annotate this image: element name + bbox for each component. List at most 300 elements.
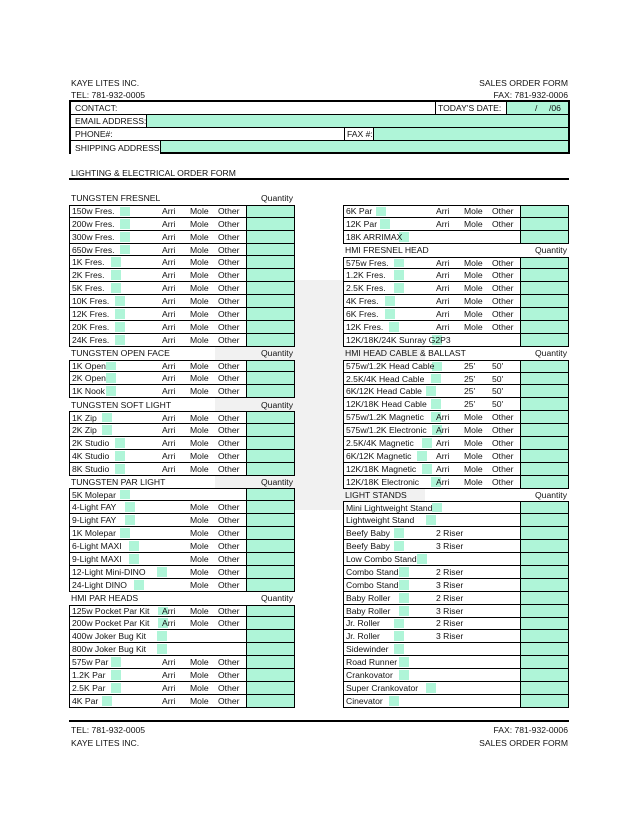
option-other[interactable]: Other — [218, 308, 240, 319]
option-3-riser[interactable]: 3 Riser — [436, 579, 464, 590]
option-other[interactable]: Other — [218, 270, 240, 281]
quantity-field[interactable] — [520, 682, 568, 694]
item-name: 12K Fres. — [72, 308, 110, 319]
order-row-150w-fres — [69, 205, 295, 218]
option-mole[interactable]: Mole — [190, 231, 209, 242]
option-arri[interactable]: Arri — [436, 321, 450, 332]
quantity-field[interactable] — [520, 361, 568, 372]
quantity-field[interactable] — [520, 424, 568, 436]
option-mole[interactable]: Mole — [464, 450, 483, 461]
option-other[interactable]: Other — [218, 321, 240, 332]
email-field[interactable] — [147, 115, 568, 127]
order-row-12-light-mini-dino — [69, 566, 295, 579]
quantity-field[interactable] — [246, 656, 294, 668]
option-other[interactable]: Other — [492, 296, 514, 307]
order-row-beefy-baby — [343, 540, 569, 553]
item-name: 12K Fres. — [346, 321, 384, 332]
option-mole[interactable]: Mole — [190, 283, 209, 294]
quantity-field[interactable] — [520, 295, 568, 307]
option-other[interactable]: Other — [492, 218, 514, 229]
quantity-field[interactable] — [246, 606, 294, 617]
shipping-field[interactable] — [161, 141, 568, 154]
quantity-field[interactable] — [246, 308, 294, 320]
quantity-field[interactable] — [246, 372, 294, 384]
option-mole[interactable]: Mole — [464, 463, 483, 474]
quantity-field[interactable] — [246, 553, 294, 565]
option-other[interactable]: Other — [492, 283, 514, 294]
option-mole[interactable]: Mole — [190, 618, 209, 629]
option-other[interactable]: Other — [218, 257, 240, 268]
option-arri[interactable]: Arri — [436, 283, 450, 294]
item-name: 1K Zip — [72, 412, 97, 423]
quantity-field[interactable] — [246, 566, 294, 578]
option-arri[interactable]: Arri — [162, 669, 176, 680]
option-other[interactable]: Other — [218, 424, 240, 435]
section-header-hmi-par-heads — [69, 592, 295, 605]
section-header-light-stands — [343, 489, 569, 502]
quantity-field[interactable] — [520, 411, 568, 423]
option-arri[interactable]: Arri — [436, 476, 450, 487]
order-row-6k-12k-magnetic — [343, 450, 569, 463]
quantity-field[interactable] — [246, 231, 294, 243]
option-mole[interactable]: Mole — [464, 206, 483, 217]
quantity-field[interactable] — [246, 361, 294, 372]
quantity-field[interactable] — [246, 282, 294, 294]
name-fill — [399, 580, 409, 590]
order-row-18k-arrimax — [343, 231, 569, 244]
option-50[interactable]: 50' — [492, 361, 504, 372]
option-other[interactable]: Other — [218, 361, 240, 372]
name-fill — [120, 232, 130, 242]
option-other[interactable]: Other — [218, 540, 240, 551]
order-row-200w-pocket-par-kit — [69, 617, 295, 630]
quantity-field[interactable] — [246, 669, 294, 681]
quantity-field[interactable] — [520, 502, 568, 513]
option-arri[interactable]: Arri — [162, 450, 176, 461]
item-name: Low Combo Stand — [346, 553, 417, 564]
quantity-field[interactable] — [246, 412, 294, 423]
option-arri[interactable]: Arri — [436, 296, 450, 307]
name-fill — [115, 335, 125, 345]
option-other[interactable]: Other — [492, 476, 514, 487]
option-mole[interactable]: Mole — [190, 566, 209, 577]
option-arri[interactable]: Arri — [436, 218, 450, 229]
quantity-field[interactable] — [246, 206, 294, 217]
order-row-1k-zip — [69, 411, 295, 424]
option-arri[interactable]: Arri — [162, 605, 176, 616]
name-fill — [129, 541, 139, 551]
item-name: 125w Pocket Par Kit — [72, 605, 150, 616]
option-2-riser[interactable]: 2 Riser — [436, 566, 464, 577]
order-row-575w-fres — [343, 257, 569, 270]
option-mole[interactable]: Mole — [190, 424, 209, 435]
quantity-field[interactable] — [520, 592, 568, 604]
option-mole[interactable]: Mole — [190, 682, 209, 693]
option-50[interactable]: 50' — [492, 399, 504, 410]
name-fill — [120, 219, 130, 229]
quantity-field[interactable] — [520, 258, 568, 269]
option-other[interactable]: Other — [218, 437, 240, 448]
option-arri[interactable]: Arri — [162, 373, 176, 384]
option-mole[interactable]: Mole — [190, 502, 209, 513]
quantity-field[interactable] — [520, 231, 568, 243]
order-row-24k-fres — [69, 334, 295, 347]
option-arri[interactable]: Arri — [162, 386, 176, 397]
option-mole[interactable]: Mole — [190, 553, 209, 564]
option-mole[interactable]: Mole — [464, 321, 483, 332]
option-other[interactable]: Other — [218, 296, 240, 307]
name-fill — [157, 644, 167, 654]
order-row-road-runner — [343, 656, 569, 669]
quantity-field[interactable] — [246, 695, 294, 707]
order-row-5k-molepar — [69, 488, 295, 501]
quantity-field[interactable] — [520, 514, 568, 526]
option-arri[interactable]: Arri — [162, 308, 176, 319]
option-mole[interactable]: Mole — [190, 528, 209, 539]
quantity-field[interactable] — [246, 579, 294, 591]
option-arri[interactable]: Arri — [162, 618, 176, 629]
option-other[interactable]: Other — [218, 528, 240, 539]
item-name: 12K Par — [346, 218, 378, 229]
quantity-field[interactable] — [246, 630, 294, 642]
option-mole[interactable]: Mole — [190, 695, 209, 706]
quantity-field[interactable] — [246, 617, 294, 629]
company-name: KAYE LITES INC. — [71, 78, 140, 88]
option-arri[interactable]: Arri — [436, 309, 450, 320]
order-row-baby-roller — [343, 592, 569, 605]
item-name: 1K Nook — [72, 386, 105, 397]
section-title-text: TUNGSTEN FRESNEL — [71, 193, 161, 204]
option-mole[interactable]: Mole — [464, 283, 483, 294]
option-arri[interactable]: Arri — [162, 695, 176, 706]
option-mole[interactable]: Mole — [190, 579, 209, 590]
option-other[interactable]: Other — [492, 450, 514, 461]
order-row-800w-joker-bug-kit — [69, 643, 295, 656]
option-mole[interactable]: Mole — [190, 437, 209, 448]
option-other[interactable]: Other — [492, 425, 514, 436]
option-mole[interactable]: Mole — [464, 270, 483, 281]
quantity-field[interactable] — [520, 656, 568, 668]
option-mole[interactable]: Mole — [464, 412, 483, 423]
item-name: 150w Fres. — [72, 206, 115, 217]
quantity-field[interactable] — [520, 553, 568, 565]
name-fill — [431, 399, 441, 409]
option-other[interactable]: Other — [218, 695, 240, 706]
option-arri[interactable]: Arri — [162, 270, 176, 281]
order-row-6k-par — [343, 205, 569, 218]
order-row-575w-1-2k-head-cable — [343, 360, 569, 373]
option-arri[interactable]: Arri — [436, 425, 450, 436]
option-mole[interactable]: Mole — [190, 244, 209, 255]
option-arri[interactable]: Arri — [162, 412, 176, 423]
option-mole[interactable]: Mole — [464, 476, 483, 487]
option-arri[interactable]: Arri — [436, 450, 450, 461]
option-arri[interactable]: Arri — [436, 412, 450, 423]
quantity-field[interactable] — [246, 501, 294, 513]
item-name: 1.2K Fres. — [346, 270, 386, 281]
option-other[interactable]: Other — [492, 309, 514, 320]
option-arri[interactable]: Arri — [162, 334, 176, 345]
quantity-field[interactable] — [520, 463, 568, 475]
option-mole[interactable]: Mole — [190, 206, 209, 217]
item-name: 6K/12K Head Cable — [346, 386, 422, 397]
option-3-riser[interactable]: 3 Riser — [436, 541, 464, 552]
quantity-field[interactable] — [520, 566, 568, 578]
option-25[interactable]: 25' — [464, 373, 476, 384]
option-arri[interactable]: Arri — [162, 218, 176, 229]
contact-box — [69, 100, 570, 154]
option-other[interactable]: Other — [218, 463, 240, 474]
quantity-field[interactable] — [520, 269, 568, 281]
option-arri[interactable]: Arri — [162, 463, 176, 474]
quantity-field[interactable] — [520, 437, 568, 449]
quantity-field[interactable] — [520, 476, 568, 488]
option-2-riser[interactable]: 2 Riser — [436, 528, 464, 539]
option-other[interactable]: Other — [218, 669, 240, 680]
item-name: Road Runner — [346, 657, 398, 668]
option-mole[interactable]: Mole — [464, 296, 483, 307]
name-fill — [115, 296, 125, 306]
quantity-field[interactable] — [520, 695, 568, 707]
order-row-8k-studio — [69, 463, 295, 476]
quantity-field[interactable] — [246, 437, 294, 449]
order-row-6k-fres — [343, 308, 569, 321]
option-other[interactable]: Other — [218, 334, 240, 345]
option-50[interactable]: 50' — [492, 386, 504, 397]
option-other[interactable]: Other — [218, 605, 240, 616]
name-fill — [399, 593, 409, 603]
option-arri[interactable]: Arri — [162, 231, 176, 242]
quantity-field[interactable] — [246, 540, 294, 552]
option-arri[interactable]: Arri — [162, 257, 176, 268]
name-fill — [399, 606, 409, 616]
option-mole[interactable]: Mole — [190, 463, 209, 474]
name-fill — [380, 219, 390, 229]
option-other[interactable]: Other — [492, 412, 514, 423]
name-fill — [125, 502, 135, 512]
quantity-field[interactable] — [246, 463, 294, 475]
option-mole[interactable]: Mole — [190, 270, 209, 281]
item-name: 4K Fres. — [346, 296, 379, 307]
option-mole[interactable]: Mole — [190, 386, 209, 397]
quantity-field[interactable] — [246, 269, 294, 281]
option-mole[interactable]: Mole — [190, 308, 209, 319]
quantity-field[interactable] — [520, 321, 568, 333]
option-arri[interactable]: Arri — [162, 682, 176, 693]
option-25[interactable]: 25' — [464, 399, 476, 410]
option-arri[interactable]: Arri — [162, 321, 176, 332]
option-arri[interactable]: Arri — [436, 270, 450, 281]
option-mole[interactable]: Mole — [190, 515, 209, 526]
name-fill — [120, 207, 130, 216]
option-other[interactable]: Other — [218, 218, 240, 229]
option-2-riser[interactable]: 2 Riser — [436, 618, 464, 629]
quantity-field[interactable] — [246, 450, 294, 462]
option-arri[interactable]: Arri — [162, 206, 176, 217]
quantity-field[interactable] — [520, 206, 568, 217]
quantity-field[interactable] — [520, 630, 568, 642]
name-fill — [422, 438, 432, 448]
option-mole[interactable]: Mole — [190, 669, 209, 680]
option-mole[interactable]: Mole — [190, 450, 209, 461]
quantity-field[interactable] — [520, 669, 568, 681]
section-header-hmi-head-cable-ballast — [343, 347, 569, 360]
option-mole[interactable]: Mole — [190, 657, 209, 667]
option-other[interactable]: Other — [218, 515, 240, 526]
quantity-field[interactable] — [246, 489, 294, 500]
option-arri[interactable]: Arri — [162, 361, 176, 372]
option-other[interactable]: Other — [218, 502, 240, 513]
option-other[interactable]: Other — [218, 682, 240, 693]
option-other[interactable]: Other — [218, 566, 240, 577]
quantity-field[interactable] — [246, 218, 294, 230]
option-other[interactable]: Other — [218, 373, 240, 384]
option-other[interactable]: Other — [218, 450, 240, 461]
option-other[interactable]: Other — [492, 270, 514, 281]
quantity-field[interactable] — [520, 643, 568, 655]
quantity-field[interactable] — [520, 308, 568, 320]
quantity-field[interactable] — [520, 527, 568, 539]
option-other[interactable]: Other — [218, 231, 240, 242]
quantity-field[interactable] — [246, 334, 294, 346]
item-name: 12-Light Mini-DINO — [72, 566, 146, 577]
option-arri[interactable]: Arri — [162, 657, 176, 667]
section-title-text: TUNGSTEN SOFT LIGHT — [71, 399, 172, 410]
option-2-riser[interactable]: 2 Riser — [436, 592, 464, 603]
name-fill — [120, 490, 130, 499]
option-mole[interactable]: Mole — [190, 373, 209, 384]
item-name: 5K Molepar — [72, 489, 116, 500]
quantity-field[interactable] — [246, 295, 294, 307]
option-mole[interactable]: Mole — [190, 334, 209, 345]
option-other[interactable]: Other — [218, 206, 240, 217]
option-mole[interactable]: Mole — [464, 218, 483, 229]
quantity-field[interactable] — [520, 540, 568, 552]
quantity-field[interactable] — [246, 321, 294, 333]
option-mole[interactable]: Mole — [190, 412, 209, 423]
quantity-field[interactable] — [246, 424, 294, 436]
option-arri[interactable]: Arri — [162, 296, 176, 307]
order-row-4-light-fay — [69, 501, 295, 514]
option-25[interactable]: 25' — [464, 361, 476, 372]
option-mole[interactable]: Mole — [464, 437, 483, 448]
option-arri[interactable]: Arri — [162, 244, 176, 255]
quantity-header: Quantity — [260, 348, 293, 359]
quantity-field[interactable] — [246, 256, 294, 268]
quantity-field[interactable] — [520, 450, 568, 462]
option-50[interactable]: 50' — [492, 373, 504, 384]
quantity-field[interactable] — [246, 643, 294, 655]
option-other[interactable]: Other — [218, 618, 240, 629]
footer-company: KAYE LITES INC. — [71, 738, 140, 748]
option-mole[interactable]: Mole — [464, 309, 483, 320]
item-name: 18K ARRIMAX — [346, 231, 403, 242]
option-arri[interactable]: Arri — [436, 437, 450, 448]
quantity-field[interactable] — [520, 334, 568, 346]
option-mole[interactable]: Mole — [464, 425, 483, 436]
item-name: Sidewinder — [346, 644, 389, 655]
option-other[interactable]: Other — [218, 657, 240, 667]
name-fill — [394, 619, 404, 629]
option-other[interactable]: Other — [218, 386, 240, 397]
order-row-2-5k-4k-head-cable — [343, 373, 569, 386]
option-arri[interactable]: Arri — [436, 258, 450, 268]
order-row-1k-molepar — [69, 527, 295, 540]
name-fill — [399, 657, 409, 667]
option-arri[interactable]: Arri — [162, 424, 176, 435]
name-fill — [115, 464, 125, 474]
quantity-field[interactable] — [520, 282, 568, 294]
name-fill — [106, 362, 116, 371]
quantity-field[interactable] — [520, 218, 568, 230]
date-year[interactable]: /06 — [549, 103, 561, 113]
option-other[interactable]: Other — [492, 258, 514, 268]
option-3-riser[interactable]: 3 Riser — [436, 605, 464, 616]
option-arri[interactable]: Arri — [436, 206, 450, 217]
section-header-tungsten-soft-light — [69, 398, 295, 411]
option-arri[interactable]: Arri — [436, 463, 450, 474]
order-row-4k-par — [69, 695, 295, 708]
option-mole[interactable]: Mole — [190, 361, 209, 372]
option-other[interactable]: Other — [492, 437, 514, 448]
item-name: 12K/18K Magnetic — [346, 463, 417, 474]
quantity-field[interactable] — [246, 527, 294, 539]
quantity-field[interactable] — [520, 385, 568, 397]
quantity-field[interactable] — [520, 373, 568, 385]
option-mole[interactable]: Mole — [190, 540, 209, 551]
option-mole[interactable]: Mole — [190, 321, 209, 332]
option-25[interactable]: 25' — [464, 386, 476, 397]
option-3-riser[interactable]: 3 Riser — [436, 631, 464, 642]
option-other[interactable]: Other — [492, 206, 514, 217]
option-other[interactable]: Other — [218, 412, 240, 423]
divider — [69, 178, 569, 180]
item-name: 24-Light DINO — [72, 579, 127, 590]
option-mole[interactable]: Mole — [190, 605, 209, 616]
option-mole[interactable]: Mole — [464, 258, 483, 268]
quantity-field[interactable] — [246, 514, 294, 526]
item-name: 12K/18K Electronic — [346, 476, 420, 487]
item-name: 2.5K/4K Head Cable — [346, 373, 425, 384]
option-other[interactable]: Other — [218, 244, 240, 255]
quantity-field[interactable] — [246, 682, 294, 694]
option-mole[interactable]: Mole — [190, 296, 209, 307]
option-arri[interactable]: Arri — [162, 437, 176, 448]
name-fill — [417, 554, 427, 564]
quantity-field[interactable] — [520, 398, 568, 410]
option-other[interactable]: Other — [492, 463, 514, 474]
quantity-field[interactable] — [520, 618, 568, 630]
name-fill — [115, 309, 125, 319]
quantity-field[interactable] — [246, 244, 294, 256]
quantity-header: Quantity — [260, 399, 293, 410]
option-mole[interactable]: Mole — [190, 257, 209, 268]
name-fill — [157, 567, 167, 577]
item-name: Beefy Baby — [346, 541, 390, 552]
option-other[interactable]: Other — [492, 321, 514, 332]
order-row-6k-12k-head-cable — [343, 385, 569, 398]
quantity-field[interactable] — [520, 605, 568, 617]
option-other[interactable]: Other — [218, 579, 240, 590]
quantity-field[interactable] — [520, 579, 568, 591]
option-arri[interactable]: Arri — [162, 283, 176, 294]
quantity-field[interactable] — [246, 385, 294, 397]
option-mole[interactable]: Mole — [190, 218, 209, 229]
option-other[interactable]: Other — [218, 553, 240, 564]
option-other[interactable]: Other — [218, 283, 240, 294]
item-name: 5K Fres. — [72, 283, 105, 294]
item-name: 6K Fres. — [346, 309, 379, 320]
